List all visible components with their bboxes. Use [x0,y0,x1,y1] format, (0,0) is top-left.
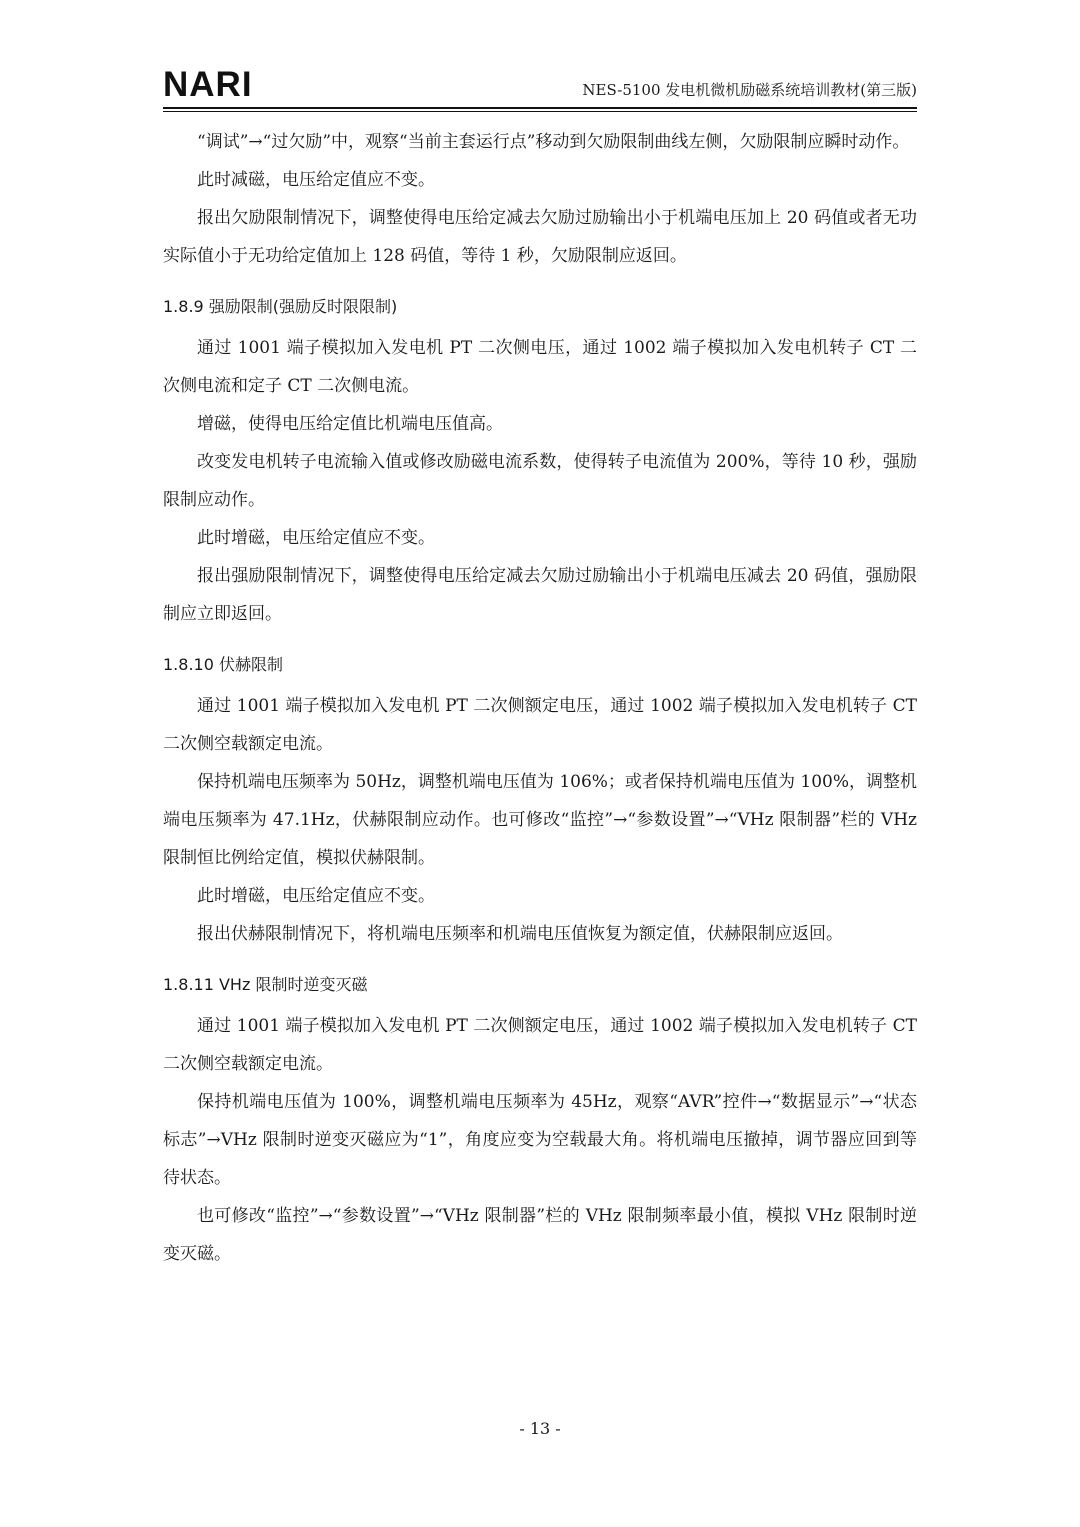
paragraph: 此时增磁，电压给定值应不变。 [197,528,435,548]
paragraph: 此时减磁，电压给定值应不变。 [197,170,435,190]
paragraph: 通过 1001 端子模拟加入发电机 PT 二次侧额定电压，通过 1002 端子模拟加入发电机转子 CT 二次侧空载额定电流。 [163,696,917,754]
section-heading-1-8-10: 1.8.10 伏赫限制 [163,655,283,674]
page-body [163,123,917,1273]
paragraph: 也可修改“监控”→“参数设置”→“VHz 限制器”栏的 VHz 限制频率最小值，模拟 VHz 限制时逆变灭磁。 [163,1206,917,1264]
section-heading-1-8-11: 1.8.11 VHz 限制时逆变灭磁 [163,975,368,994]
paragraph: 保持机端电压频率为 50Hz，调整机端电压值为 106%；或者保持机端电压值为 100%，调整机端电压频率为 47.1Hz，伏赫限制应动作。也可修改“监控”→“参数设置”→“VHz 限制器”栏的 VHz 限制恒比例给定值，模拟伏赫限制。 [163,772,917,868]
paragraph: 保持机端电压值为 100%，调整机端电压频率为 45Hz，观察“AVR”控件→“数据显示”→“状态标志”→VHz 限制时逆变灭磁应为“1”，角度应变为空载最大角。将机端电压撤掉，调节器应回到等待状态。 [163,1092,917,1188]
paragraph: 报出强励限制情况下，调整使得电压给定减去欠励过励输出小于机端电压减去 20 码值，强励限制应立即返回。 [163,566,917,624]
page-number: - 13 - [519,1419,561,1438]
paragraph: “调试”→“过欠励”中，观察“当前主套运行点”移动到欠励限制曲线左侧，欠励限制应瞬时动作。 [197,132,910,152]
paragraph: 通过 1001 端子模拟加入发电机 PT 二次侧额定电压，通过 1002 端子模拟加入发电机转子 CT 二次侧空载额定电流。 [163,1016,917,1074]
paragraph: 通过 1001 端子模拟加入发电机 PT 二次侧电压，通过 1002 端子模拟加入发电机转子 CT 二次侧电流和定子 CT 二次侧电流。 [163,338,917,396]
paragraph: 报出欠励限制情况下，调整使得电压给定减去欠励过励输出小于机端电压加上 20 码值或者无功实际值小于无功给定值加上 128 码值，等待 1 秒，欠励限制应返回。 [163,208,917,266]
header-divider [163,107,917,109]
section-heading-1-8-9: 1.8.9 强励限制(强励反时限限制) [163,297,398,316]
paragraph: 报出伏赫限制情况下，将机端电压频率和机端电压值恢复为额定值，伏赫限制应返回。 [197,924,843,944]
paragraph: 增磁，使得电压给定值比机端电压值高。 [197,414,503,434]
document-title: NES-5100 发电机微机励磁系统培训教材(第三版) [582,81,917,99]
header-divider-thin [163,111,917,112]
page-header [163,66,917,106]
paragraph: 改变发电机转子电流输入值或修改励磁电流系数，使得转子电流值为 200%，等待 10 秒，强励限制应动作。 [163,452,917,510]
paragraph: 此时增磁，电压给定值应不变。 [197,886,435,906]
nari-logo: NARI [163,65,253,104]
